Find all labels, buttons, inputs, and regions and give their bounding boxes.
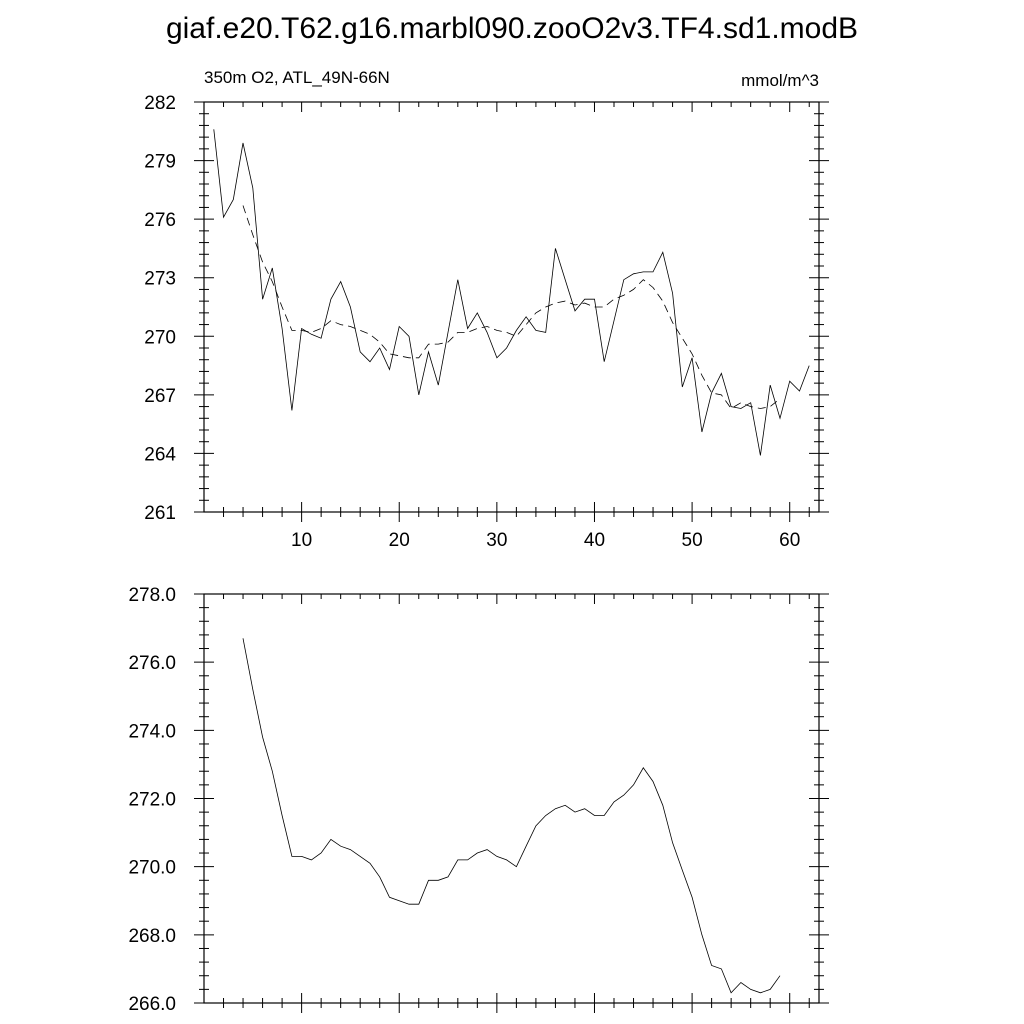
x-tick-label: 30 [486,530,508,551]
chart-title: giaf.e20.T62.g16.marbl090.zooO2v3.TF4.sd1.modB [165,12,859,45]
panel1-units-label: mmol/m^3 [741,71,819,90]
y-tick-label: 276 [144,210,176,232]
y-tick-label: 266.0 [128,994,176,1015]
y-tick-label: 270.0 [128,857,176,879]
y-tick-label: 261 [144,503,176,524]
y-tick-label: 273 [144,268,176,290]
data-series-line [243,638,780,993]
y-tick-label: 276.0 [128,653,176,675]
y-tick-label: 278.0 [128,585,176,606]
panel1-left-label: 350m O2, ATL_49N-66N [204,68,390,87]
plot-frame [204,102,819,512]
running-mean-line [243,206,780,409]
plot-frame [204,594,819,1003]
y-tick-label: 264 [144,444,176,466]
y-tick-label: 270 [144,327,176,349]
panel1-plot [144,93,829,551]
x-tick-label: 40 [583,530,606,551]
y-tick-label: 268.0 [128,925,176,947]
data-series-line [214,129,809,455]
panel2-plot [128,585,829,1015]
x-tick-label: 20 [388,530,410,551]
x-tick-label: 50 [681,530,703,551]
y-tick-label: 279 [144,151,176,173]
y-tick-label: 272.0 [128,789,176,811]
y-tick-label: 274.0 [128,721,176,743]
x-tick-label: 10 [291,530,313,551]
y-tick-label: 267 [144,385,176,407]
y-tick-label: 282 [144,93,176,114]
x-tick-label: 60 [779,530,801,551]
